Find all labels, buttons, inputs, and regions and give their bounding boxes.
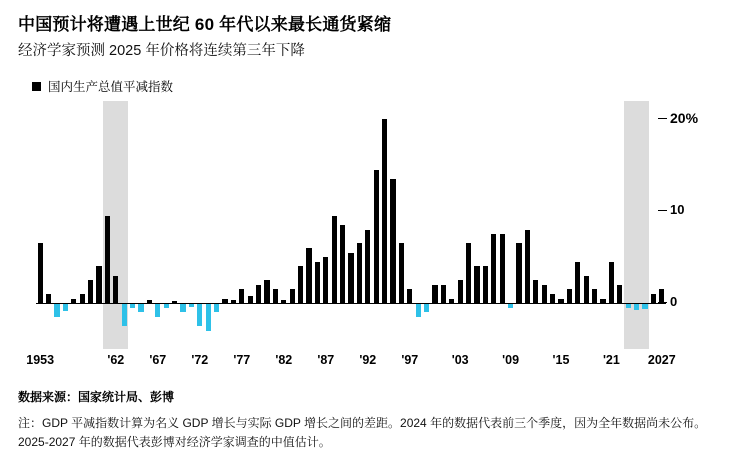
legend-swatch-icon bbox=[32, 82, 41, 91]
bar bbox=[348, 253, 353, 304]
x-axis-tick-label: '87 bbox=[317, 353, 335, 368]
source-line: 数据来源：国家统计局、彭博 bbox=[18, 390, 175, 404]
bar bbox=[550, 294, 555, 303]
x-axis-tick-label: '97 bbox=[401, 353, 419, 368]
x-axis-tick-label: '72 bbox=[191, 353, 209, 368]
bar bbox=[575, 262, 580, 303]
bar bbox=[382, 119, 387, 303]
bar bbox=[306, 248, 311, 303]
page-title: 中国预计将遭遇上世纪 60 年代以来最长通货紧缩 bbox=[18, 15, 392, 34]
bar bbox=[239, 289, 244, 303]
bar bbox=[491, 234, 496, 303]
bar bbox=[617, 285, 622, 303]
bar bbox=[38, 243, 43, 303]
bar bbox=[474, 266, 479, 303]
bar bbox=[651, 294, 656, 303]
y-axis-tick-mark bbox=[658, 210, 667, 211]
legend-label: 国内生产总值平减指数 bbox=[48, 80, 174, 95]
y-axis-tick-mark bbox=[658, 302, 667, 303]
bar-series bbox=[36, 101, 666, 349]
y-axis-tick-label: 10 bbox=[670, 202, 730, 217]
y-axis-tick-label: 20% bbox=[670, 110, 730, 126]
bar bbox=[206, 303, 211, 331]
bar bbox=[542, 285, 547, 303]
bar bbox=[248, 296, 253, 303]
bar bbox=[315, 262, 320, 303]
x-axis-tick-label: '82 bbox=[275, 353, 293, 368]
bar bbox=[340, 225, 345, 303]
bar bbox=[525, 230, 530, 303]
bar bbox=[533, 280, 538, 303]
bar bbox=[113, 276, 118, 304]
x-axis-tick-label: '09 bbox=[502, 353, 520, 368]
bar bbox=[122, 303, 127, 326]
zero-axis-line bbox=[36, 303, 666, 304]
y-axis-tick-label: 0 bbox=[670, 294, 730, 309]
bar bbox=[46, 294, 51, 303]
bar bbox=[399, 243, 404, 303]
bar bbox=[180, 303, 185, 312]
bar bbox=[290, 289, 295, 303]
x-axis-ticks bbox=[26, 353, 676, 373]
bar bbox=[567, 289, 572, 303]
bar bbox=[466, 243, 471, 303]
bar bbox=[264, 280, 269, 303]
x-axis-tick-label: '15 bbox=[552, 353, 570, 368]
bar bbox=[138, 303, 143, 312]
bar bbox=[96, 266, 101, 303]
chart-plot bbox=[36, 101, 666, 349]
bar bbox=[500, 234, 505, 303]
x-axis-tick-label: 1953 bbox=[26, 353, 55, 368]
bar bbox=[516, 243, 521, 303]
bar bbox=[105, 216, 110, 303]
chart-area bbox=[18, 101, 733, 369]
bar bbox=[273, 289, 278, 303]
note-line: 注：GDP 平减指数计算为名义 GDP 增长与实际 GDP 增长之间的差距。2024 年的数据代表前三个季度，因为全年数据尚未公布。2025-2027 年的数据代表彭博对经济学家调查的中值估计。 bbox=[18, 416, 707, 449]
x-axis-tick-label: '92 bbox=[359, 353, 377, 368]
bar bbox=[483, 266, 488, 303]
bar bbox=[424, 303, 429, 312]
bar bbox=[374, 170, 379, 303]
bar bbox=[441, 285, 446, 303]
x-axis-tick-label: '21 bbox=[602, 353, 620, 368]
bar bbox=[365, 230, 370, 303]
bar bbox=[332, 216, 337, 303]
bar bbox=[323, 257, 328, 303]
x-axis-tick-label: '77 bbox=[233, 353, 251, 368]
bar bbox=[214, 303, 219, 312]
chart-footer bbox=[18, 388, 730, 451]
bar bbox=[592, 289, 597, 303]
x-axis-tick-label: '67 bbox=[149, 353, 167, 368]
page-subtitle: 经济学家预测 2025 年价格将连续第三年下降 bbox=[18, 43, 305, 60]
x-axis-tick-label: '62 bbox=[107, 353, 125, 368]
bar bbox=[298, 266, 303, 303]
bar bbox=[432, 285, 437, 303]
bar bbox=[80, 294, 85, 303]
bar bbox=[458, 280, 463, 303]
bar bbox=[63, 303, 68, 310]
bar bbox=[197, 303, 202, 326]
x-axis-tick-label: '03 bbox=[451, 353, 469, 368]
chart-legend bbox=[32, 77, 733, 95]
bar bbox=[609, 262, 614, 303]
bar bbox=[407, 289, 412, 303]
bar bbox=[584, 276, 589, 304]
y-axis-tick-mark bbox=[658, 118, 667, 119]
bar bbox=[256, 285, 261, 303]
bar bbox=[416, 303, 421, 317]
bar bbox=[88, 280, 93, 303]
bar bbox=[54, 303, 59, 317]
bar bbox=[357, 243, 362, 303]
bar bbox=[155, 303, 160, 317]
x-axis-tick-label: 2027 bbox=[647, 353, 676, 368]
bar bbox=[390, 179, 395, 303]
